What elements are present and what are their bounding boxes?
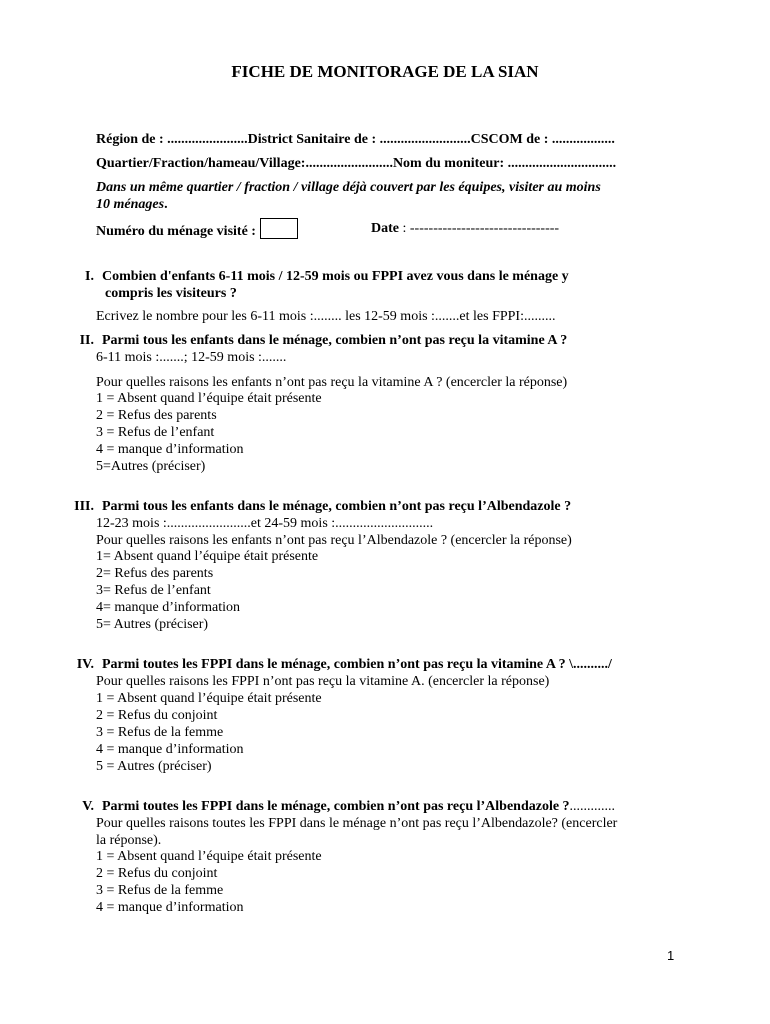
option-item[interactable]: 2 = Refus du conjoint <box>96 708 218 723</box>
question-4-options <box>96 690 322 775</box>
question-4 <box>72 656 612 673</box>
question-1 <box>72 268 569 285</box>
option-item[interactable]: 3 = Refus de la femme <box>96 725 224 740</box>
date-label: Date <box>371 221 399 236</box>
instruction-line-1: Dans un même quartier / fraction / village déjà couvert par les équipes, visiter au moins <box>96 180 601 195</box>
option-item[interactable]: 2 = Refus des parents <box>96 408 217 423</box>
question-4-text: Parmi toutes les FPPI dans le ménage, combien n’ont pas reçu la vitamine A ? \........../ <box>102 657 612 672</box>
household-number-box[interactable] <box>260 218 298 239</box>
option-item[interactable]: 5= Autres (préciser) <box>96 617 209 632</box>
page-title: FICHE DE MONITORAGE DE LA SIAN <box>231 62 539 81</box>
instruction-line-2-text: 10 ménages <box>96 197 165 212</box>
option-item[interactable]: 2= Refus des parents <box>96 566 214 581</box>
question-5 <box>72 798 615 815</box>
option-item[interactable]: 1= Absent quand l’équipe était présente <box>96 549 319 564</box>
question-5-number: V. <box>82 799 94 814</box>
header-location-line: Quartier/Fraction/hameau/Village:.........................Nom du moniteur: ............................... <box>96 156 617 171</box>
option-item[interactable]: 4= manque d’information <box>96 600 240 615</box>
instruction-line-2: 10 ménages. <box>96 197 168 212</box>
household-number-row <box>96 218 298 240</box>
page-number: 1 <box>667 948 675 963</box>
option-item[interactable]: 5=Autres (préciser) <box>96 459 206 474</box>
option-item[interactable]: 1 = Absent quand l’équipe était présente <box>96 391 322 406</box>
question-5-answer-field[interactable]: ............. <box>569 799 616 814</box>
question-1-text-cont: compris les visiteurs ? <box>105 286 237 301</box>
question-2-number: II. <box>79 333 94 348</box>
option-item[interactable]: 3 = Refus de l’enfant <box>96 425 215 440</box>
option-item[interactable]: 4 = manque d’information <box>96 442 244 457</box>
question-3-options <box>96 548 318 633</box>
question-5-reason-prompt-cont: la réponse). <box>96 833 162 848</box>
date-field[interactable]: : -------------------------------- <box>399 221 560 236</box>
question-2 <box>72 332 567 349</box>
question-3-reason-prompt: Pour quelles raisons les enfants n’ont pas reçu l’Albendazole ? (encercler la réponse) <box>96 533 572 548</box>
question-4-reason-prompt: Pour quelles raisons les FPPI n’ont pas reçu la vitamine A. (encercler la réponse) <box>96 674 550 689</box>
option-item[interactable]: 2 = Refus du conjoint <box>96 866 218 881</box>
question-2-reason-prompt: Pour quelles raisons les enfants n’ont pas reçu la vitamine A ? (encercler la réponse) <box>96 375 568 390</box>
option-item[interactable]: 5 = Autres (préciser) <box>96 759 212 774</box>
option-item[interactable]: 3= Refus de l’enfant <box>96 583 211 598</box>
question-3-number: III. <box>74 499 94 514</box>
date-row <box>371 220 559 237</box>
question-2-options <box>96 390 322 475</box>
question-2-answer: 6-11 mois :.......; 12-59 mois :....... <box>96 350 287 365</box>
option-item[interactable]: 3 = Refus de la femme <box>96 883 224 898</box>
question-1-text: Combien d'enfants 6-11 mois / 12-59 mois ou FPPI avez vous dans le ménage y <box>102 269 569 284</box>
option-item[interactable]: 4 = manque d’information <box>96 900 244 915</box>
question-1-number: I. <box>85 269 94 284</box>
question-3 <box>72 498 571 515</box>
question-3-answer: 12-23 mois :........................et 24-59 mois :............................ <box>96 516 434 531</box>
household-label: Numéro du ménage visité : <box>96 224 256 239</box>
question-5-text: Parmi toutes les FPPI dans le ménage, combien n’ont pas reçu l’Albendazole ? <box>102 799 570 814</box>
option-item[interactable]: 4 = manque d’information <box>96 742 244 757</box>
option-item[interactable]: 1 = Absent quand l’équipe était présente <box>96 849 322 864</box>
question-1-answer: Ecrivez le nombre pour les 6-11 mois :........ les 12-59 mois :.......et les FPPI:......... <box>96 309 556 324</box>
question-2-text: Parmi tous les enfants dans le ménage, combien n’ont pas reçu la vitamine A ? <box>102 333 568 348</box>
question-4-number: IV. <box>76 657 94 672</box>
question-3-text: Parmi tous les enfants dans le ménage, combien n’ont pas reçu l’Albendazole ? <box>102 499 572 514</box>
question-5-options <box>96 848 322 916</box>
question-5-reason-prompt: Pour quelles raisons toutes les FPPI dans le ménage n’ont pas reçu l’Albendazole? (encercler <box>96 816 618 831</box>
header-region-line: Région de : .......................District Sanitaire de : ..........................CSCOM de : .................. <box>96 132 615 147</box>
option-item[interactable]: 1 = Absent quand l’équipe était présente <box>96 691 322 706</box>
